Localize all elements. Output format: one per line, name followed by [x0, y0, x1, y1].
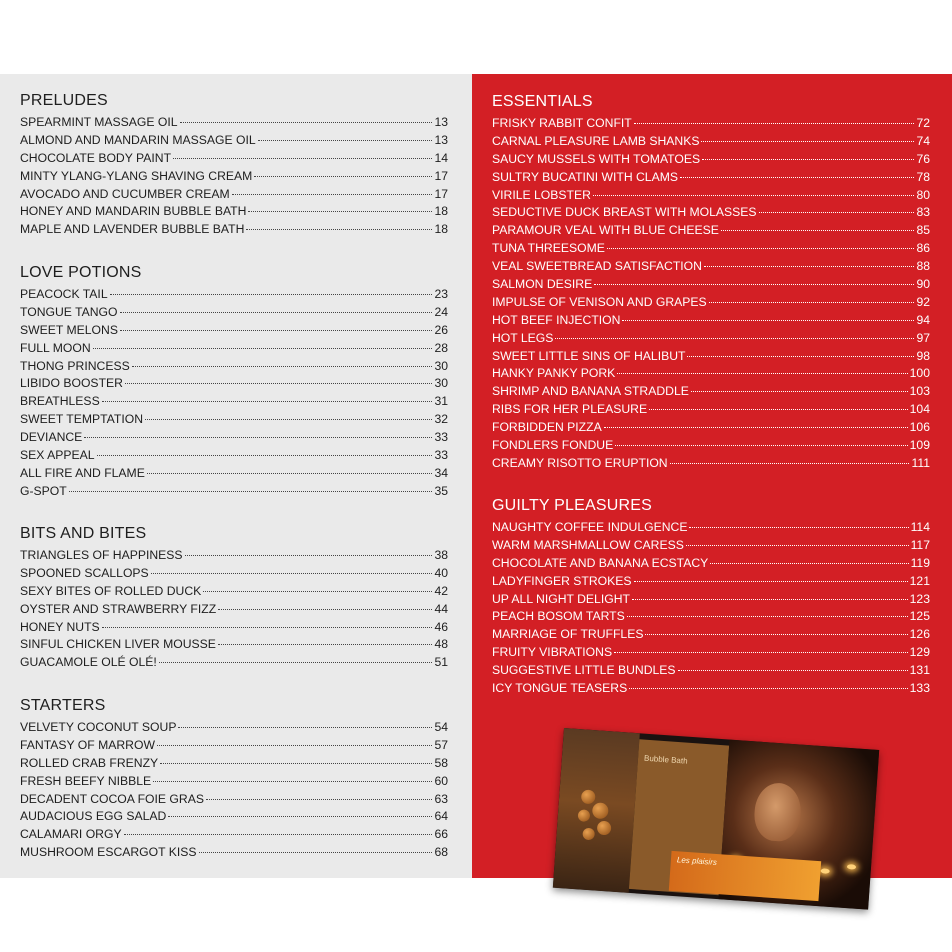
toc-entry: [492, 591, 930, 609]
entry-title: TUNA THREESOME: [492, 241, 605, 256]
section-title: BITS AND BITES: [20, 525, 147, 542]
toc-section: [20, 262, 448, 501]
toc-entry: [492, 383, 930, 401]
dot-leader: [160, 763, 432, 764]
entry-title: AVOCADO AND CUCUMBER CREAM: [20, 186, 230, 201]
section-title: STARTERS: [20, 697, 106, 714]
entry-page-number: 64: [434, 809, 448, 824]
preview-face: [753, 782, 803, 843]
entry-title: VELVETY COCONUT SOUP: [20, 720, 177, 734]
toc-entry: [492, 680, 930, 698]
entry-title: PARAMOUR VEAL WITH BLUE CHEESE: [492, 223, 719, 238]
toc-entry: [20, 221, 448, 239]
entry-page-number: 92: [916, 294, 930, 309]
preview-left-photo: [553, 728, 640, 893]
toc-entry: [20, 132, 448, 150]
entry-page-number: 32: [434, 412, 448, 427]
entry-page-number: 44: [434, 601, 448, 616]
entry-page-number: 23: [434, 287, 448, 301]
entry-page-number: 38: [434, 548, 448, 562]
entry-title: SWEET TEMPTATION: [20, 412, 144, 427]
dot-leader: [615, 445, 907, 446]
entry-title: SUGGESTIVE LITTLE BUNDLES: [492, 663, 676, 678]
dot-leader: [555, 338, 914, 339]
entry-title: MUSHROOM ESCARGOT KISS: [20, 845, 197, 860]
entry-title: VIRILE LOBSTER: [492, 187, 591, 202]
entry-title: SEDUCTIVE DUCK BREAST WITH MOLASSES: [492, 205, 757, 220]
entry-page-number: 14: [434, 150, 448, 165]
entry-title: FRUITY VIBRATIONS: [492, 645, 613, 660]
dot-leader: [254, 176, 432, 177]
entry-title: THONG PRINCESS: [20, 358, 130, 373]
toc-entry: [20, 619, 448, 637]
toc-entry: [20, 583, 448, 601]
entry-page-number: 131: [909, 663, 930, 678]
toc-section: [492, 495, 930, 698]
section-title: ESSENTIALS: [492, 93, 593, 110]
entry-page-number: 24: [434, 304, 448, 319]
toc-entry: [492, 626, 930, 644]
toc-entry: [20, 465, 448, 483]
dot-leader: [246, 229, 432, 230]
dot-leader: [199, 852, 433, 853]
dot-leader: [670, 463, 910, 464]
dot-leader: [689, 527, 908, 528]
entry-page-number: 103: [909, 384, 930, 399]
entry-title: SEX APPEAL: [20, 448, 95, 463]
dot-leader: [709, 302, 915, 303]
entry-title: TRIANGLES OF HAPPINESS: [20, 548, 183, 562]
dot-leader: [93, 348, 433, 349]
toc-entry: [492, 258, 930, 276]
toc-entry: [20, 654, 448, 672]
entry-title: HOT LEGS: [492, 330, 554, 345]
toc-entry: [492, 276, 930, 294]
entry-page-number: 114: [910, 520, 930, 534]
dot-leader: [258, 140, 433, 141]
entry-page-number: 109: [909, 438, 930, 453]
entry-page-number: 104: [909, 402, 930, 417]
dot-leader: [178, 727, 432, 728]
toc-section: [20, 695, 448, 862]
entry-title: DEVIANCE: [20, 430, 83, 445]
dot-leader: [691, 391, 908, 392]
section-title: GUILTY PLEASURES: [492, 497, 652, 514]
entry-page-number: 13: [434, 115, 448, 129]
entry-title: HONEY NUTS: [20, 619, 100, 634]
dot-leader: [125, 383, 432, 384]
entry-page-number: 54: [434, 720, 448, 734]
dot-leader: [759, 212, 915, 213]
toc-entry: [492, 573, 930, 591]
entry-title: SWEET MELONS: [20, 322, 118, 337]
toc-entry: [492, 662, 930, 680]
dot-leader: [607, 248, 915, 249]
toc-entry: [20, 601, 448, 619]
entry-page-number: 97: [916, 330, 930, 345]
entry-page-number: 40: [434, 565, 448, 580]
toc-entry: [492, 455, 930, 473]
entry-page-number: 123: [909, 591, 930, 606]
dot-leader: [617, 373, 907, 374]
toc-entry: [492, 312, 930, 330]
toc-entry: [492, 608, 930, 626]
entry-page-number: 106: [909, 420, 930, 435]
entry-page-number: 57: [434, 737, 448, 752]
entry-title: UP ALL NIGHT DELIGHT: [492, 591, 630, 606]
dot-leader: [153, 781, 432, 782]
entry-title: PEACH BOSOM TARTS: [492, 609, 625, 624]
entry-page-number: 60: [434, 773, 448, 788]
entry-title: LIBIDO BOOSTER: [20, 376, 123, 391]
section-title: PRELUDES: [20, 92, 108, 109]
toc-entry: [492, 419, 930, 437]
dot-leader: [604, 427, 908, 428]
dot-leader: [632, 599, 908, 600]
entry-title: FRESH BEEFY NIBBLE: [20, 773, 152, 788]
toc-entry: [20, 429, 448, 447]
dot-leader: [680, 177, 914, 178]
entry-page-number: 48: [434, 637, 448, 652]
toc-entry: [20, 447, 448, 465]
entry-title: ROLLED CRAB FRENZY: [20, 755, 159, 770]
toc-section: [20, 523, 448, 672]
toc-entry: [20, 358, 448, 376]
dot-leader: [84, 437, 432, 438]
dot-leader: [159, 662, 433, 663]
dot-leader: [157, 745, 432, 746]
dot-leader: [151, 573, 433, 574]
preview2-label: Les plaisirs: [676, 855, 718, 867]
dot-leader: [69, 491, 433, 492]
dot-leader: [124, 834, 433, 835]
entry-page-number: 46: [434, 619, 448, 634]
entry-page-number: 66: [434, 827, 448, 842]
entry-title: SWEET LITTLE SINS OF HALIBUT: [492, 348, 686, 363]
entry-title: FANTASY OF MARROW: [20, 737, 155, 752]
entry-title: SHRIMP AND BANANA STRADDLE: [492, 384, 689, 399]
toc-entry: [492, 151, 930, 169]
dot-leader: [704, 266, 915, 267]
entry-title: BREATHLESS: [20, 394, 100, 409]
toc-entry: [492, 437, 930, 455]
entry-page-number: 78: [916, 169, 930, 184]
dot-leader: [710, 563, 908, 564]
dot-leader: [701, 141, 914, 142]
entry-title: SULTRY BUCATINI WITH CLAMS: [492, 169, 678, 184]
entry-page-number: 17: [434, 168, 448, 183]
dot-leader: [203, 591, 432, 592]
entry-page-number: 63: [434, 791, 448, 806]
dot-leader: [185, 555, 433, 556]
dot-leader: [645, 634, 907, 635]
toc-entry: [20, 636, 448, 654]
entry-page-number: 88: [916, 259, 930, 274]
dot-leader: [218, 609, 432, 610]
toc-entry: [492, 204, 930, 222]
entry-title: PEACOCK TAIL: [20, 287, 108, 301]
dot-leader: [173, 158, 432, 159]
entry-title: TONGUE TANGO: [20, 304, 118, 319]
toc-entry: [492, 537, 930, 555]
entry-page-number: 117: [910, 537, 930, 552]
entry-page-number: 98: [916, 348, 930, 363]
entry-title: SINFUL CHICKEN LIVER MOUSSE: [20, 637, 216, 652]
toc-entry: [20, 203, 448, 221]
entry-title: AUDACIOUS EGG SALAD: [20, 809, 167, 824]
entry-page-number: 94: [916, 312, 930, 327]
entry-title: CALAMARI ORGY: [20, 827, 122, 842]
toc-entry: [20, 411, 448, 429]
toc-entry: [492, 222, 930, 240]
entry-title: NAUGHTY COFFEE INDULGENCE: [492, 520, 688, 534]
entry-page-number: 30: [434, 376, 448, 391]
entry-page-number: 33: [434, 448, 448, 463]
toc-entry: [20, 773, 448, 791]
entry-page-number: 111: [911, 455, 930, 470]
toc-entry: [20, 286, 448, 304]
toc-entry: [20, 565, 448, 583]
entry-title: ALMOND AND MANDARIN MASSAGE OIL: [20, 132, 256, 147]
entry-title: SALMON DESIRE: [492, 277, 593, 292]
dot-leader: [721, 230, 915, 231]
entry-page-number: 121: [909, 573, 930, 588]
entry-page-number: 33: [434, 430, 448, 445]
entry-page-number: 31: [434, 394, 448, 409]
toc-entry: [492, 240, 930, 258]
preview-page-label: Bubble Bath: [643, 753, 688, 766]
entry-page-number: 42: [434, 583, 448, 598]
toc-entry: [492, 519, 930, 537]
toc-entry: [20, 791, 448, 809]
entry-title: G-SPOT: [20, 483, 67, 498]
toc-entry: [492, 294, 930, 312]
entry-page-number: 30: [434, 358, 448, 373]
entry-title: CREAMY RISOTTO ERUPTION: [492, 455, 668, 470]
entry-title: ALL FIRE AND FLAME: [20, 465, 145, 480]
entry-title: SPOONED SCALLOPS: [20, 565, 149, 580]
entry-title: VEAL SWEETBREAD SATISFACTION: [492, 259, 702, 274]
toc-entry: [492, 169, 930, 187]
entry-page-number: 119: [910, 555, 930, 570]
entry-title: CHOCOLATE AND BANANA ECSTACY: [492, 555, 709, 570]
toc-entry: [492, 555, 930, 573]
toc-entry: [20, 393, 448, 411]
dot-leader: [248, 211, 432, 212]
entry-title: MARRIAGE OF TRUFFLES: [492, 627, 644, 642]
dot-leader: [634, 581, 908, 582]
toc-entry: [492, 187, 930, 205]
toc-entry: [492, 365, 930, 383]
toc-entry: [20, 826, 448, 844]
entry-title: SAUCY MUSSELS WITH TOMATOES: [492, 151, 701, 166]
entry-title: FULL MOON: [20, 340, 91, 355]
entry-page-number: 133: [909, 681, 930, 696]
dot-leader: [120, 330, 432, 331]
dot-leader: [594, 284, 914, 285]
toc-entry: [20, 844, 448, 862]
dot-leader: [649, 409, 908, 410]
toc-entry: [20, 808, 448, 826]
entry-page-number: 26: [434, 322, 448, 337]
dot-leader: [614, 652, 908, 653]
dot-leader: [206, 799, 432, 800]
dot-leader: [634, 123, 915, 124]
dot-leader: [102, 627, 433, 628]
toc-entry: [20, 114, 448, 132]
dot-leader: [147, 473, 433, 474]
dot-leader: [97, 455, 433, 456]
entry-title: SEXY BITES OF ROLLED DUCK: [20, 583, 202, 598]
dot-leader: [232, 194, 433, 195]
dot-leader: [702, 159, 914, 160]
dot-leader: [120, 312, 433, 313]
toc-entry: [20, 340, 448, 358]
entry-page-number: 35: [434, 483, 448, 498]
dot-leader: [622, 320, 914, 321]
entry-page-number: 83: [916, 205, 930, 220]
entry-page-number: 72: [916, 116, 930, 130]
toc-section: [492, 91, 930, 473]
entry-title: FORBIDDEN PIZZA: [492, 420, 602, 435]
entry-page-number: 90: [916, 277, 930, 292]
entry-title: LADYFINGER STROKES: [492, 573, 632, 588]
entry-title: WARM MARSHMALLOW CARESS: [492, 537, 684, 552]
dot-leader: [593, 195, 915, 196]
entry-title: FONDLERS FONDUE: [492, 438, 614, 453]
toc-section: [20, 90, 448, 239]
entry-title: MINTY YLANG-YLANG SHAVING CREAM: [20, 168, 253, 183]
entry-page-number: 86: [916, 241, 930, 256]
toc-entry: [492, 401, 930, 419]
dot-leader: [132, 366, 433, 367]
dot-leader: [102, 401, 433, 402]
dot-leader: [686, 545, 909, 546]
entry-page-number: 74: [916, 133, 930, 148]
entry-title: FRISKY RABBIT CONFIT: [492, 116, 632, 130]
toc-entry: [20, 737, 448, 755]
entry-title: GUACAMOLE OLÉ OLÉ!: [20, 655, 157, 670]
toc-entry: [20, 304, 448, 322]
entry-title: OYSTER AND STRAWBERRY FIZZ: [20, 601, 217, 616]
entry-page-number: 13: [434, 132, 448, 147]
entry-title: CARNAL PLEASURE LAMB SHANKS: [492, 133, 700, 148]
entry-page-number: 85: [916, 223, 930, 238]
toc-entry: [20, 150, 448, 168]
entry-page-number: 18: [434, 204, 448, 219]
entry-page-number: 28: [434, 340, 448, 355]
entry-title: RIBS FOR HER PLEASURE: [492, 402, 648, 417]
entry-page-number: 126: [909, 627, 930, 642]
entry-title: CHOCOLATE BODY PAINT: [20, 150, 172, 165]
entry-title: MAPLE AND LAVENDER BUBBLE BATH: [20, 222, 245, 237]
entry-page-number: 76: [916, 151, 930, 166]
toc-entry: [492, 348, 930, 366]
entry-page-number: 58: [434, 755, 448, 770]
toc-entry: [20, 755, 448, 773]
toc-entry: [20, 168, 448, 186]
entry-title: HOT BEEF INJECTION: [492, 312, 621, 327]
entry-title: IMPULSE OF VENISON AND GRAPES: [492, 294, 707, 309]
entry-page-number: 51: [434, 655, 448, 670]
toc-entry: [492, 133, 930, 151]
entry-page-number: 80: [916, 187, 930, 202]
dot-leader: [627, 616, 908, 617]
toc-entry: [20, 483, 448, 501]
dot-leader: [687, 356, 914, 357]
dot-leader: [168, 816, 432, 817]
entry-title: ICY TONGUE TEASERS: [492, 681, 628, 696]
dot-leader: [180, 122, 433, 123]
entry-page-number: 125: [909, 609, 930, 624]
entry-page-number: 68: [434, 845, 448, 860]
toc-entry: [20, 186, 448, 204]
toc-entry: [492, 330, 930, 348]
entry-title: HANKY PANKY PORK: [492, 366, 616, 381]
entry-title: HONEY AND MANDARIN BUBBLE BATH: [20, 204, 247, 219]
toc-entry: [20, 719, 448, 737]
entry-page-number: 34: [434, 465, 448, 480]
entry-page-number: 18: [434, 222, 448, 237]
toc-entry: [492, 644, 930, 662]
entry-page-number: 129: [909, 645, 930, 660]
entry-page-number: 17: [434, 186, 448, 201]
dot-leader: [145, 419, 432, 420]
toc-entry: [20, 547, 448, 565]
dot-leader: [629, 688, 907, 689]
dot-leader: [678, 670, 908, 671]
toc-entry: [492, 115, 930, 133]
entry-page-number: 100: [909, 366, 930, 381]
entry-title: DECADENT COCOA FOIE GRAS: [20, 791, 204, 806]
dot-leader: [218, 644, 432, 645]
section-title: LOVE POTIONS: [20, 264, 142, 281]
toc-entry: [20, 322, 448, 340]
toc-entry: [20, 375, 448, 393]
dot-leader: [110, 294, 433, 295]
entry-title: SPEARMINT MASSAGE OIL: [20, 115, 178, 129]
